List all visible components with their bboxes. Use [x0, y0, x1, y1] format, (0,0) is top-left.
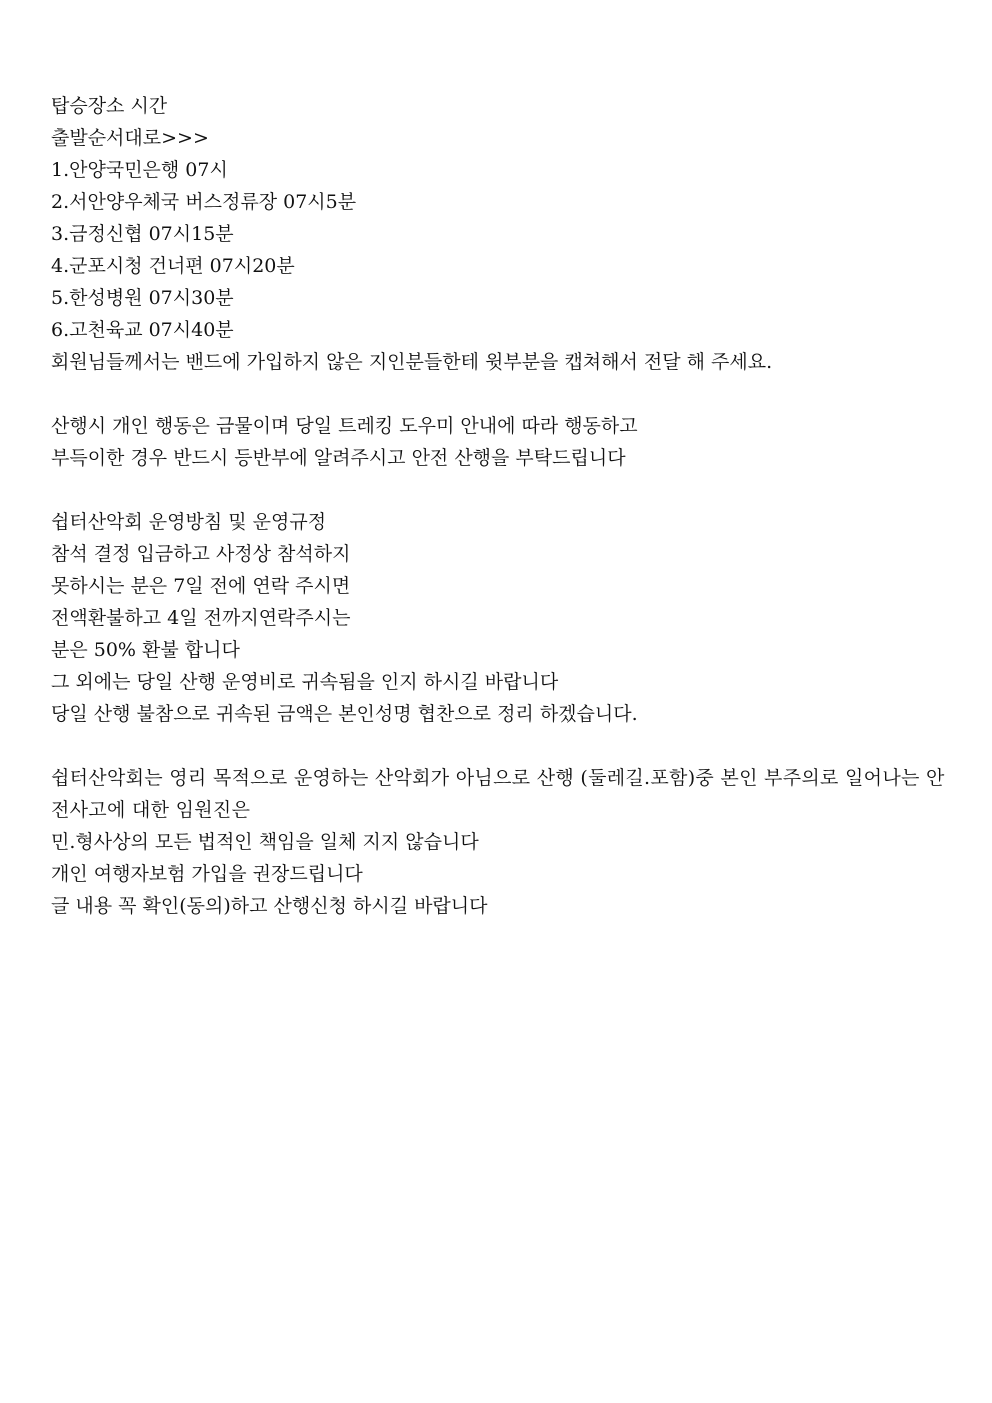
boarding-stop: 6.고천육교 07시40분: [51, 319, 234, 341]
disclaimer-line: 개인 여행자보험 가입을 권장드립니다: [51, 863, 363, 885]
boarding-stop: 5.한성병원 07시30분: [51, 287, 234, 309]
boarding-stop: 3.금정신협 07시15분: [51, 223, 234, 245]
paragraph-spacer: [51, 474, 951, 506]
policy-line: 분은 50% 환불 합니다: [51, 639, 240, 661]
policy-line: 당일 산행 불참으로 귀속된 금액은 본인성명 협찬으로 정리 하겠습니다.: [51, 703, 638, 725]
disclaimer-line: 글 내용 꼭 확인(동의)하고 산행신청 하시길 바랍니다: [51, 895, 488, 917]
document-body: [51, 90, 951, 922]
boarding-order: 출발순서대로>>>: [51, 127, 209, 149]
disclaimer-paragraph: 쉽터산악회는 영리 목적으로 운영하는 산악회가 아님으로 산행 (둘레길.포함)중 본인 부주의로 일어나는 안전사고에 대한 임원진은: [51, 767, 945, 821]
boarding-title: 탑승장소 시간: [51, 95, 168, 117]
boarding-stop: 4.군포시청 건너편 07시20분: [51, 255, 295, 277]
boarding-stop: 2.서안양우체국 버스정류장 07시5분: [51, 191, 357, 213]
boarding-stop: 1.안양국민은행 07시: [51, 159, 228, 181]
policy-line: 못하시는 분은 7일 전에 연락 주시면: [51, 575, 351, 597]
paragraph-spacer: [51, 378, 951, 410]
policy-line: 그 외에는 당일 산행 운영비로 귀속됨을 인지 하시길 바랍니다: [51, 671, 559, 693]
boarding-notice: 회원님들께서는 밴드에 가입하지 않은 지인분들한테 윗부분을 캡쳐해서 전달 해 주세요.: [51, 351, 773, 373]
policy-line: 전액환불하고 4일 전까지연락주시는: [51, 607, 351, 629]
conduct-line: 부득이한 경우 반드시 등반부에 알려주시고 안전 산행을 부탁드립니다: [51, 447, 626, 469]
disclaimer-line: 민.형사상의 모든 법적인 책임을 일체 지지 않습니다: [51, 831, 479, 853]
policy-line: 참석 결정 입금하고 사정상 참석하지: [51, 543, 351, 565]
paragraph-spacer: [51, 730, 951, 762]
policy-title: 쉽터산악회 운영방침 및 운영규정: [51, 511, 327, 533]
conduct-line: 산행시 개인 행동은 금물이며 당일 트레킹 도우미 안내에 따라 행동하고: [51, 415, 638, 437]
